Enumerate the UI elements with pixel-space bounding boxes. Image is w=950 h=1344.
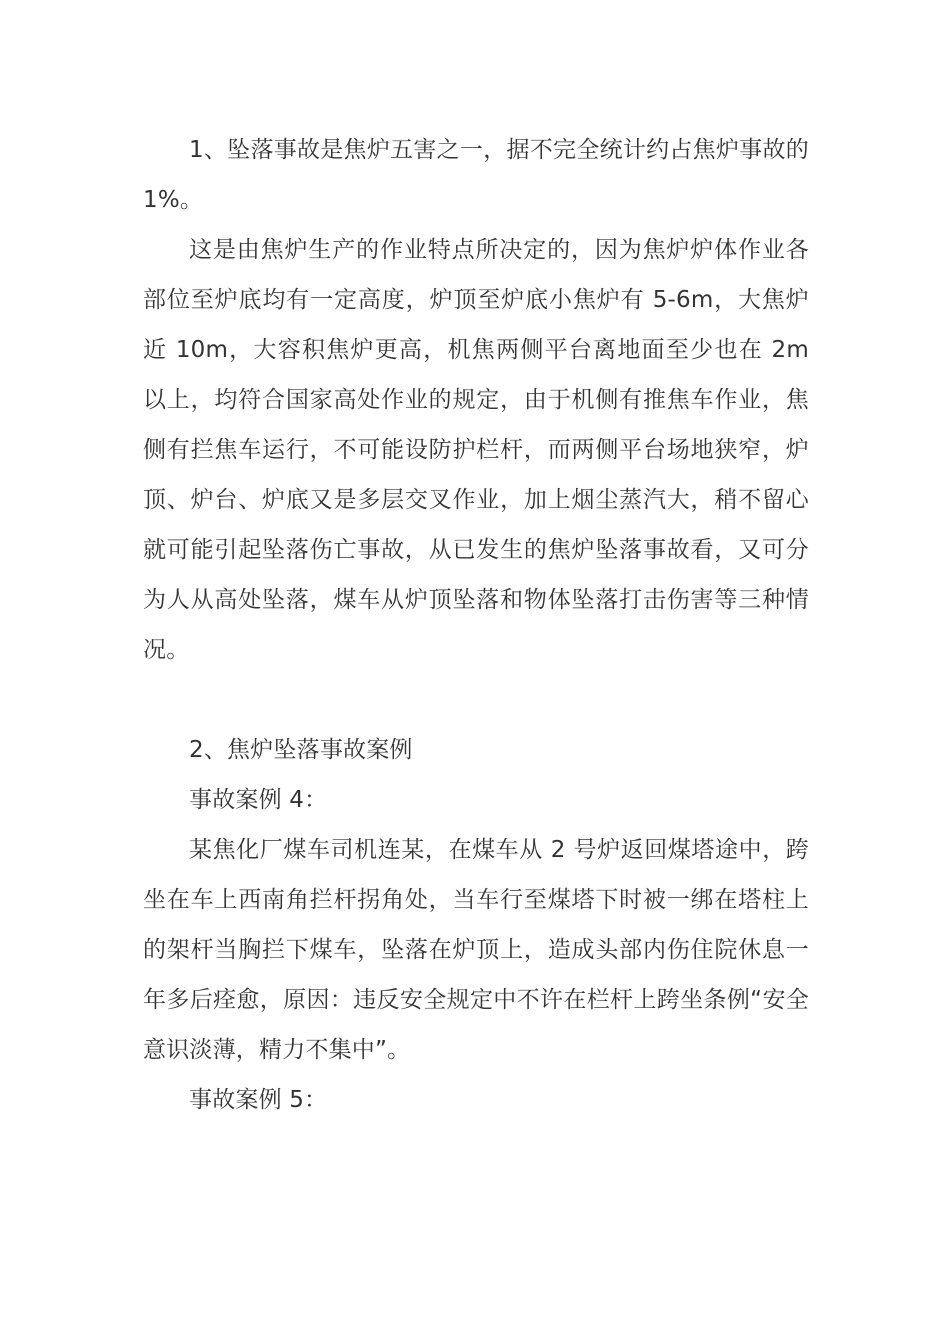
document-page bbox=[143, 125, 809, 1125]
case-5-heading: 事故案例 5： bbox=[189, 1087, 328, 1113]
case-4-heading: 事故案例 4： bbox=[189, 787, 328, 813]
section-heading: 2、焦炉坠落事故案例 bbox=[189, 737, 413, 763]
section-spacer bbox=[143, 675, 809, 725]
paragraph-explanation: 这是由焦炉生产的作业特点所决定的，因为焦炉炉体作业各部位至炉底均有一定高度，炉顶至炉底小焦炉有 5-6m，大焦炉近 10m，大容积焦炉更高，机焦两侧平台离地面至少也在 2m 以上，均符合国家高处作业的规定，由于机侧有推焦车作业，焦侧有拦焦车运行，不可能设防护栏杆，而两侧平台场地狭窄，炉顶、炉台、炉底又是多层交叉作业，加上烟尘蒸汽大，稍不留心就可能引起坠落伤亡事故，从已发生的焦炉坠落事故看，又可分为人从高处坠落，煤车从炉顶坠落和物体坠落打击伤害等三种情况。 bbox=[143, 237, 809, 663]
case-4-body: 某焦化厂煤车司机连某，在煤车从 2 号炉返回煤塔途中，跨坐在车上西南角拦杆拐角处，当车行至煤塔下时被一绑在塔柱上的架杆当胸拦下煤车，坠落在炉顶上，造成头部内伤住院休息一年多后痊愈，原因：违反安全规定中不许在栏杆上跨坐条例“安全意识淡薄，精力不集中”。 bbox=[143, 837, 809, 1063]
paragraph-intro: 1、坠落事故是焦炉五害之一，据不完全统计约占焦炉事故的1%。 bbox=[143, 137, 809, 213]
